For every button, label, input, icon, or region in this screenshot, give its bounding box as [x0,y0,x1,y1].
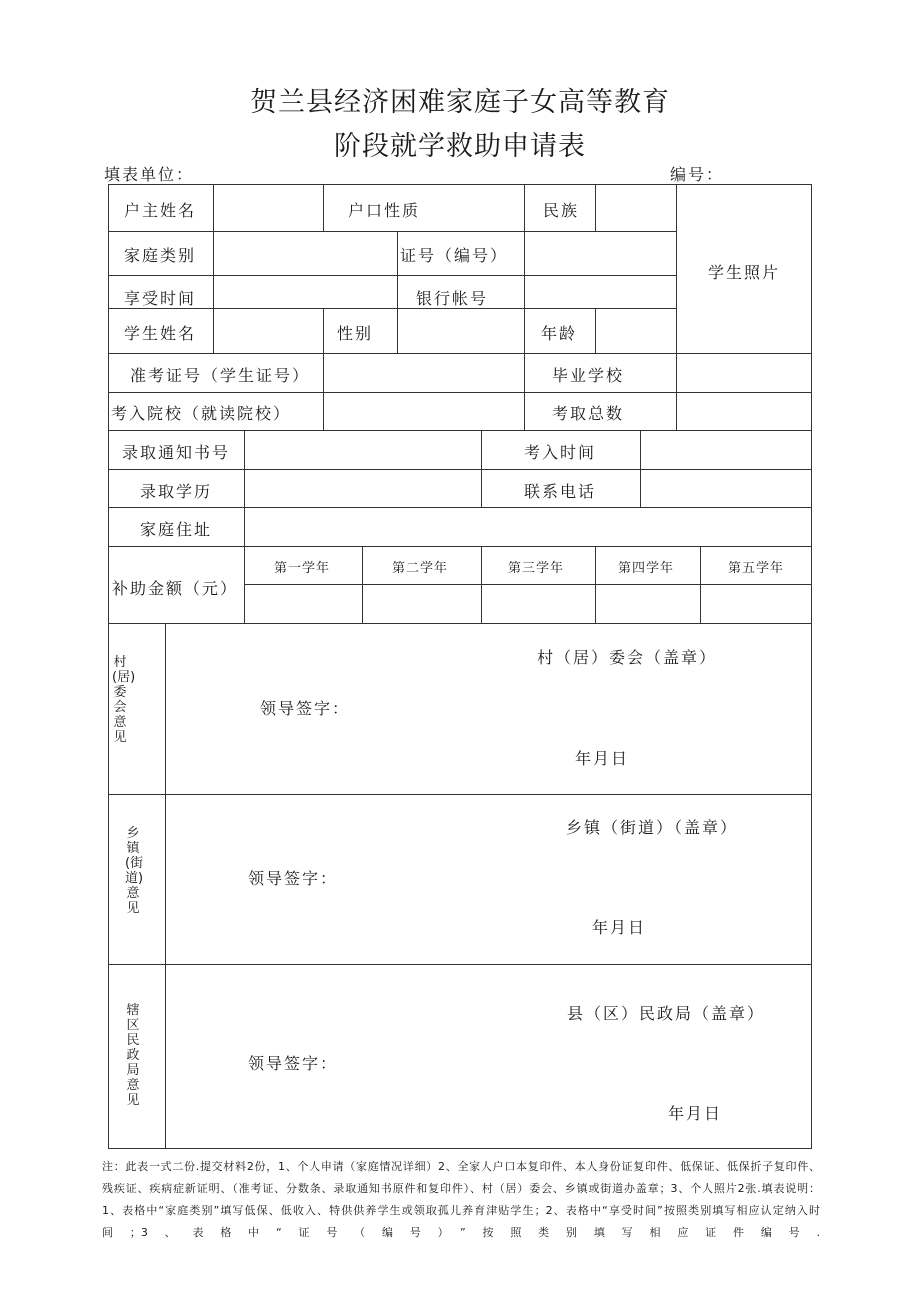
village-sign-label: 领导签字： [260,699,351,718]
year-3-label: 第三学年 [508,561,565,576]
bank-account-label: 银行帐号 [416,289,489,308]
age-label: 年龄 [541,324,578,343]
bureau-sign-label: 领导签字： [248,1054,339,1073]
town-sign-label: 领导签字： [248,869,339,888]
number-label: 编号： [670,165,725,184]
admission-time-label: 考入时间 [524,443,597,462]
year-1-label: 第一学年 [274,561,331,576]
notes-line-2: 残疾证、疾病症新证明、（准考证、分数条、录取通知书原件和复印件）、村（居）委会、乡镇或街道办盖章；3、个人照片2张.填表说明： [102,1182,820,1195]
village-date-label: 年月日 [575,749,630,768]
hukou-type-label: 户口性质 [348,201,421,220]
bureau-opinion-label: 辖区民政局意见 [126,1003,140,1108]
gender-label: 性别 [337,324,374,343]
family-category-label: 家庭类别 [124,246,197,265]
title-line-2: 阶段就学救助申请表 [334,131,586,162]
address-label: 家庭住址 [140,520,213,539]
bureau-seal-text: 县（区）民政局（盖章） [567,1004,766,1023]
admission-level-label: 录取学历 [140,482,213,501]
admission-notice-label: 录取通知书号 [122,443,231,462]
student-name-label: 学生姓名 [124,324,197,343]
student-photo-label: 学生照片 [708,263,781,282]
year-2-label: 第二学年 [392,561,449,576]
cert-number-label: 证号（编号） [400,246,509,265]
bureau-date-label: 年月日 [668,1104,723,1123]
village-opinion-label: 村(居)委会意见 [112,655,136,745]
title-line-1: 贺兰县经济困难家庭子女高等教育 [250,87,670,118]
phone-label: 联系电话 [524,482,597,501]
year-4-label: 第四学年 [618,561,675,576]
grad-school-label: 毕业学校 [552,366,625,385]
fill-unit-label: 填表单位： [104,165,195,184]
notes-line-1: 注：此表一式二份.提交材料2份，1、个人申请（家庭情况详细）2、全家人户口本复印件、本人身份证复印件、低保证、低保折子复印件、 [102,1160,820,1173]
notes-line-3: 1、表格中“家庭类别”填写低保、低收入、特供供养学生或领取孤儿养育津贴学生；2、表格中“享受时间”按照类别填写相应认定纳入时 [102,1204,820,1217]
notes-line-4: 间；3、表格中“证号（编号）”按照类别填写相应证件编号. [102,1226,820,1239]
enjoy-time-label: 享受时间 [124,289,197,308]
year-5-label: 第五学年 [728,561,785,576]
notes-section [102,1156,820,1244]
village-seal-text: 村（居）委会（盖章） [537,648,718,667]
total-score-label: 考取总数 [552,404,625,423]
householder-name-label: 户主姓名 [124,201,197,220]
college-label: 考入院校（就读院校） [111,404,292,423]
town-seal-text: 乡镇（街道）（盖章） [566,818,739,837]
aid-amount-label: 补助金额（元） [112,579,239,598]
ethnicity-label: 民族 [543,201,580,220]
town-opinion-label: 乡镇(街道)意见 [125,826,144,916]
exam-id-label: 准考证号（学生证号） [130,366,311,385]
town-date-label: 年月日 [592,918,647,937]
